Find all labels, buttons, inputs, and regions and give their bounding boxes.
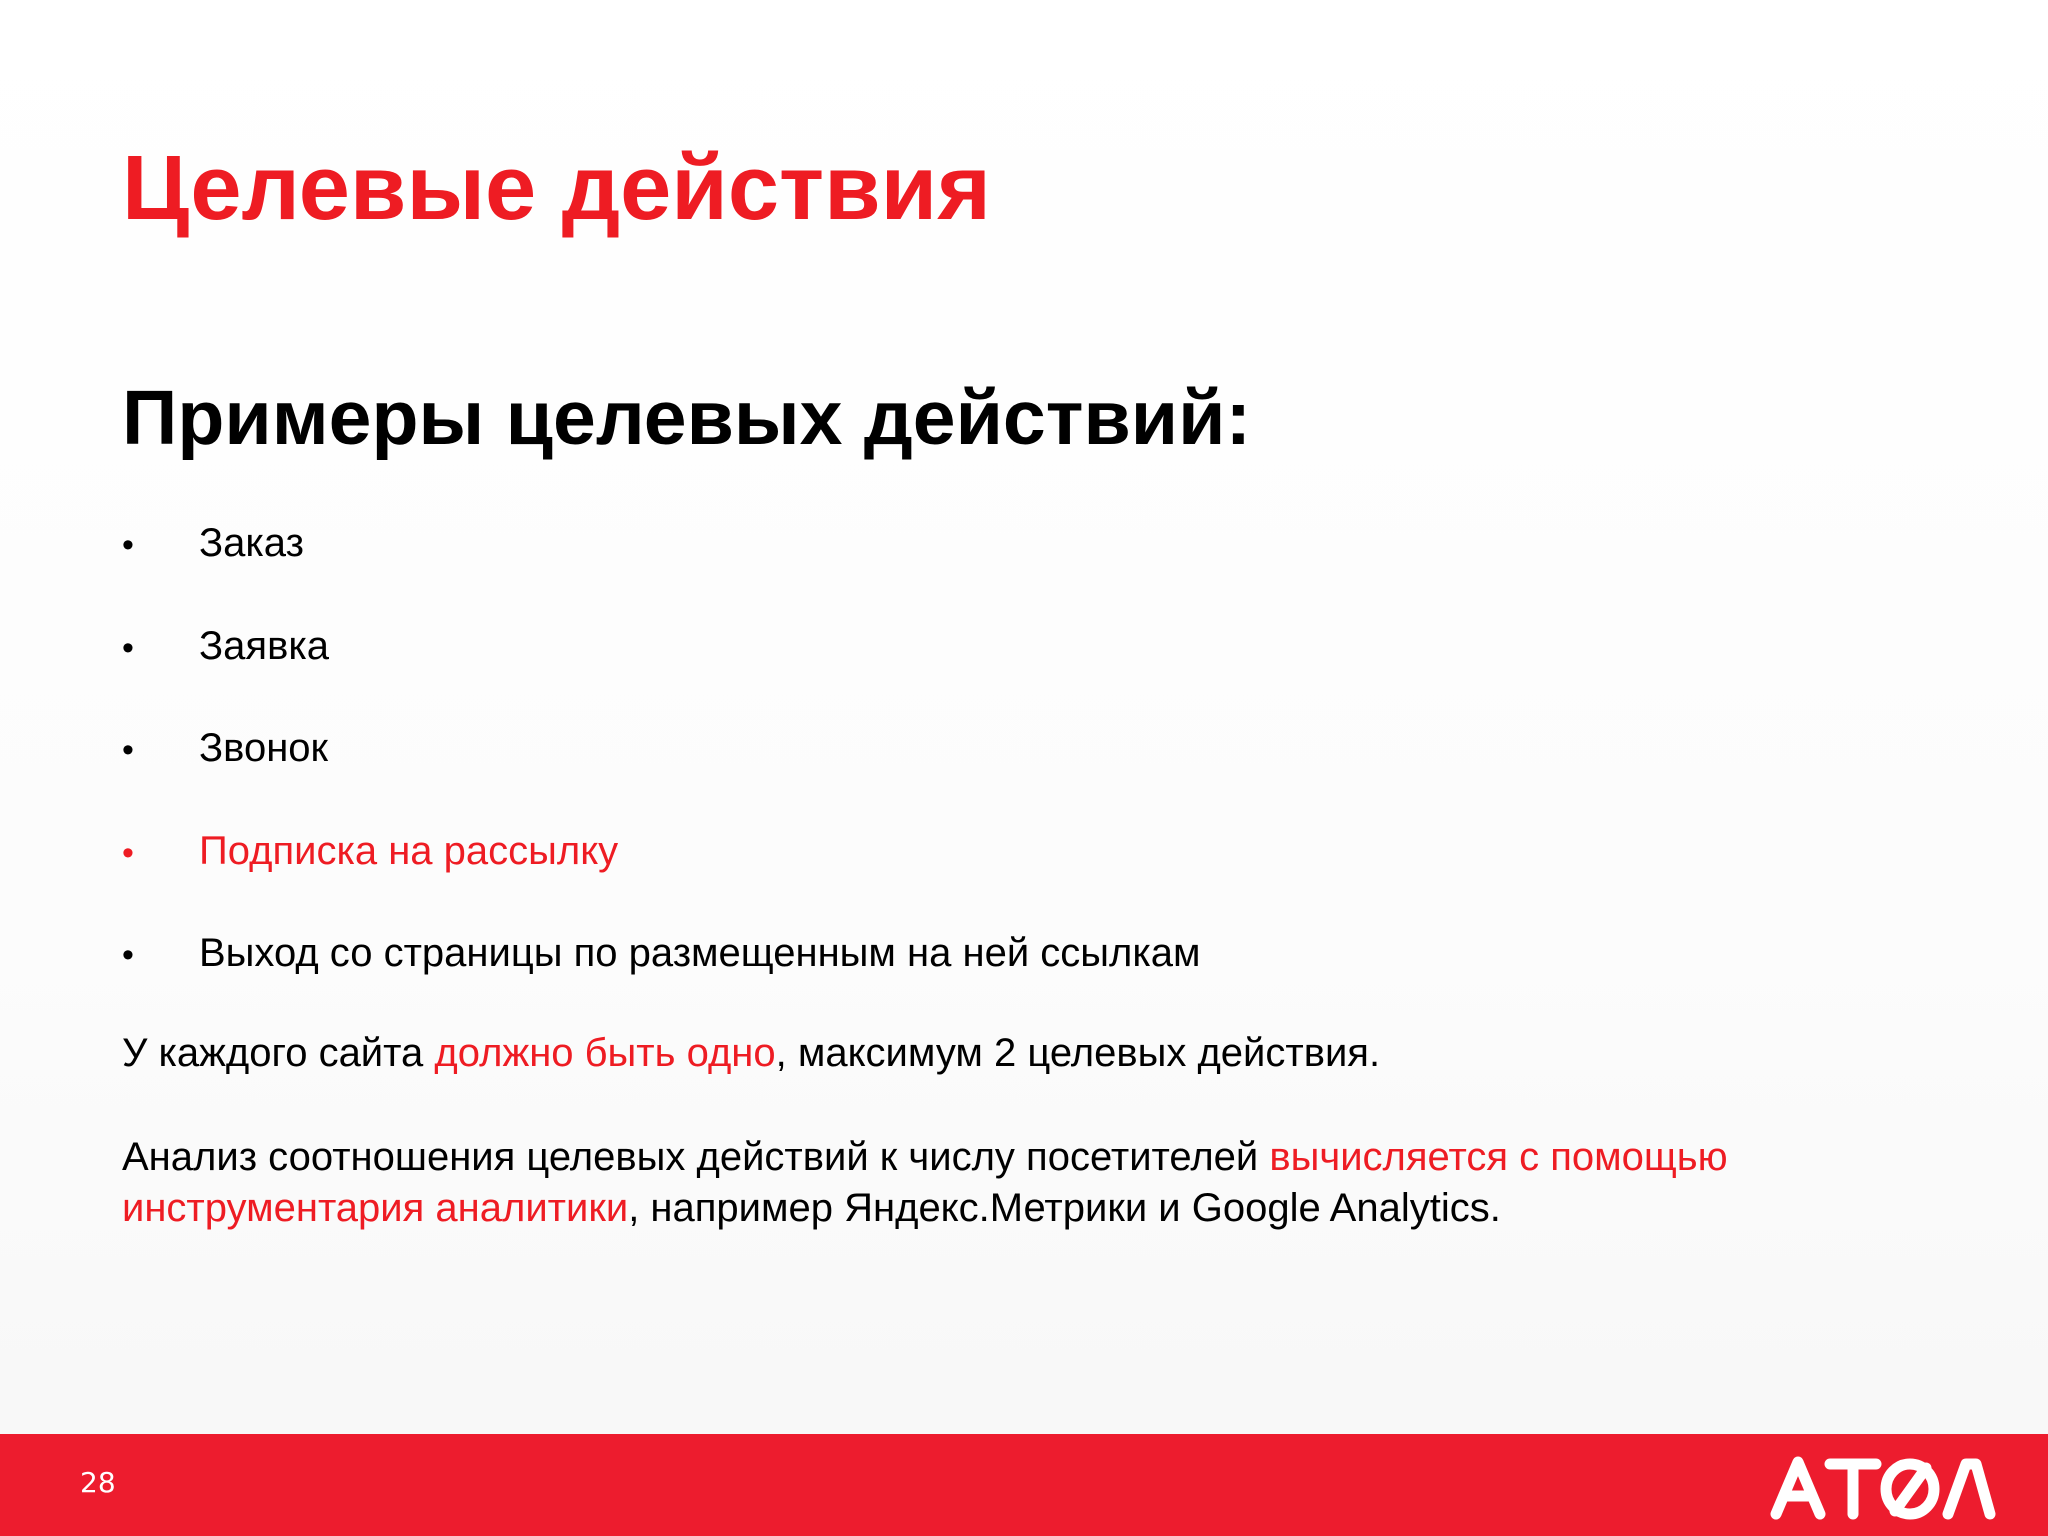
slide-title: Целевые действия [122,137,991,239]
paragraph-text: , максимум 2 целевых действия. [775,1031,1381,1075]
paragraph-highlight: вычисляется с помощью инструментария аналитики [122,1135,1728,1230]
paragraph-text: У каждого сайта [122,1031,435,1075]
paragraph-analytics [122,1132,1922,1234]
paragraph-highlight: должно быть одно [434,1031,776,1075]
page-number: 28 [80,1466,116,1499]
list-item-highlighted [122,818,1200,921]
list-item [122,613,1200,716]
bullet-icon: • [122,628,134,667]
paragraph-text: Анализ соотношения целевых действий к числу посетителей [122,1135,1270,1179]
list-item-label: Заявка [199,623,329,668]
bullet-icon: • [122,936,134,974]
bullet-icon: • [122,526,134,564]
company-logo [1768,1454,1998,1520]
list-item [122,920,1200,1023]
paragraph-target-count [122,1028,1922,1079]
paragraph-text: , например Яндекс.Метрики и Google Analytics. [628,1186,1501,1230]
footer-bar [0,1434,2048,1536]
bullet-list [122,510,1200,1023]
bullet-icon: • [122,731,134,769]
list-item-label: Выход со страницы по размещенным на ней ссылкам [199,931,1201,975]
list-item [122,510,1200,613]
list-item-label: Подписка на рассылку [199,828,619,873]
bullet-icon: • [122,833,134,872]
list-item-label: Звонок [199,726,329,770]
slide-subtitle: Примеры целевых действий: [122,375,1252,461]
list-item-label: Заказ [199,521,304,565]
list-item [122,715,1200,818]
